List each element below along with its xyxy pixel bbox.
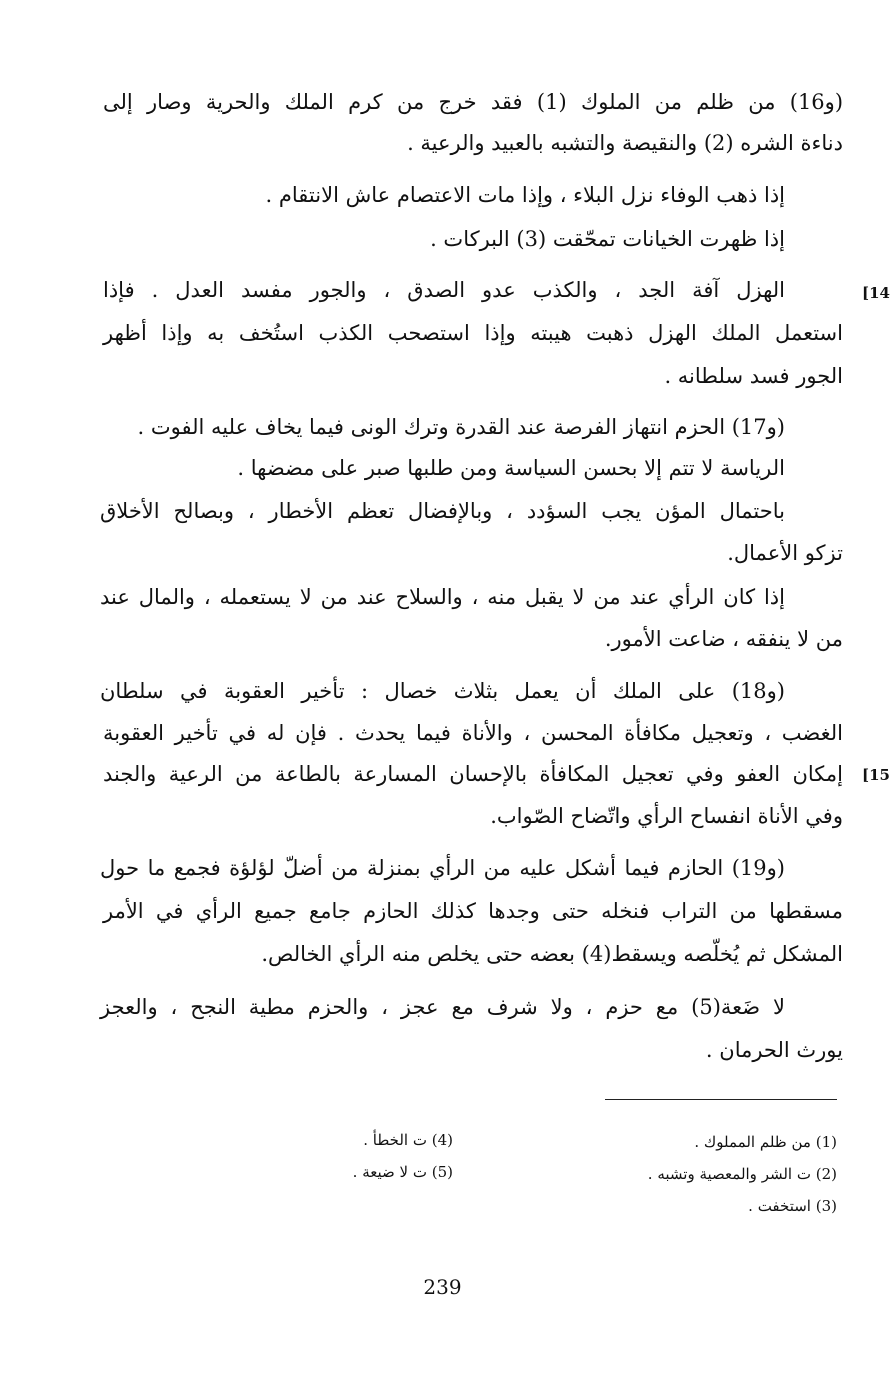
text-line: الغضب ، وتعجيل مكافأة المحسن ، والأناة فيما يحدث . فإن له في تأخير العقوبة xyxy=(103,721,843,745)
footnote: (5) ت لا ضيعة . xyxy=(352,1163,453,1181)
text-line: باحتمال المؤن يجب السؤدد ، وبالإفضال تعظم الأخطار ، وبصالح الأخلاق xyxy=(100,499,785,523)
text-line: دناءة الشره (2) والنقيصة والتشبه بالعبيد والرعية . xyxy=(407,131,843,155)
text-line: مسقطها من التراب فنخله حتى وجدها كذلك الحازم جامع جميع الرأي في الأمر xyxy=(103,899,843,923)
footnote: (2) ت الشر والمعصية وتشبه . xyxy=(647,1165,837,1183)
text-line: تزكو الأعمال. xyxy=(727,541,843,565)
text-line: الجور فسد سلطانه . xyxy=(664,364,843,388)
margin-number: [14 xyxy=(862,284,890,302)
text-line: إذا ظهرت الخيانات تمحّقت (3) البركات . xyxy=(430,227,785,251)
text-line: (و16) من ظلم من الملوك (1) فقد خرج من كرم الملك والحرية وصار إلى xyxy=(103,90,844,114)
text-line: (و17) الحزم انتهاز الفرصة عند القدرة وترك الونى فيما يخاف عليه الفوت . xyxy=(137,415,785,439)
footnote: (1) من ظلم المملوك . xyxy=(694,1133,837,1151)
text-line: إمكان العفو وفي تعجيل المكافأة بالإحسان المسارعة بالطاعة من الرعية والجند xyxy=(103,762,843,786)
text-line: إذا كان الرأي عند من لا يقبل منه ، والسلاح عند من لا يستعمله ، والمال عند xyxy=(100,585,785,609)
text-line: من لا ينفقه ، ضاعت الأمور. xyxy=(604,627,843,651)
footnote-separator xyxy=(605,1099,837,1100)
footnote: (4) ت الخطأ . xyxy=(363,1131,453,1149)
text-line: استعمل الملك الهزل ذهبت هيبته وإذا استصحب الكذب استُخف به وإذا أظهر xyxy=(103,321,843,345)
text-line: الهزل آفة الجد ، والكذب عدو الصدق ، والجور مفسد العدل . فإذا xyxy=(103,278,785,302)
text-line: (و19) الحازم فيما أشكل عليه من الرأي بمنزلة من أضلّ لؤلؤة فجمع ما حول xyxy=(100,856,785,880)
margin-number: [15 xyxy=(862,766,890,784)
text-line: المشكل ثم يُخلّصه ويسقط(4) بعضه حتى يخلص منه الرأي الخالص. xyxy=(261,942,843,966)
page-number: 239 xyxy=(423,1275,462,1299)
text-line: وفي الأناة انفساح الرأي واتّضاح الصّواب. xyxy=(490,804,843,828)
text-line: يورث الحرمان . xyxy=(705,1038,843,1062)
text-line: لا ضَعة(5) مع حزم ، ولا شرف مع عجز ، والحزم مطية النجح ، والعجز xyxy=(100,995,785,1019)
text-line: إذا ذهب الوفاء نزل البلاء ، وإذا مات الاعتصام عاش الانتقام . xyxy=(265,183,785,207)
text-line: الرياسة لا تتم إلا بحسن السياسة ومن طلبها صبر على مضضها . xyxy=(237,456,785,480)
text-line: (و18) على الملك أن يعمل بثلاث خصال : تأخير العقوبة في سلطان xyxy=(100,679,785,703)
footnote: (3) استخفت . xyxy=(748,1197,837,1215)
